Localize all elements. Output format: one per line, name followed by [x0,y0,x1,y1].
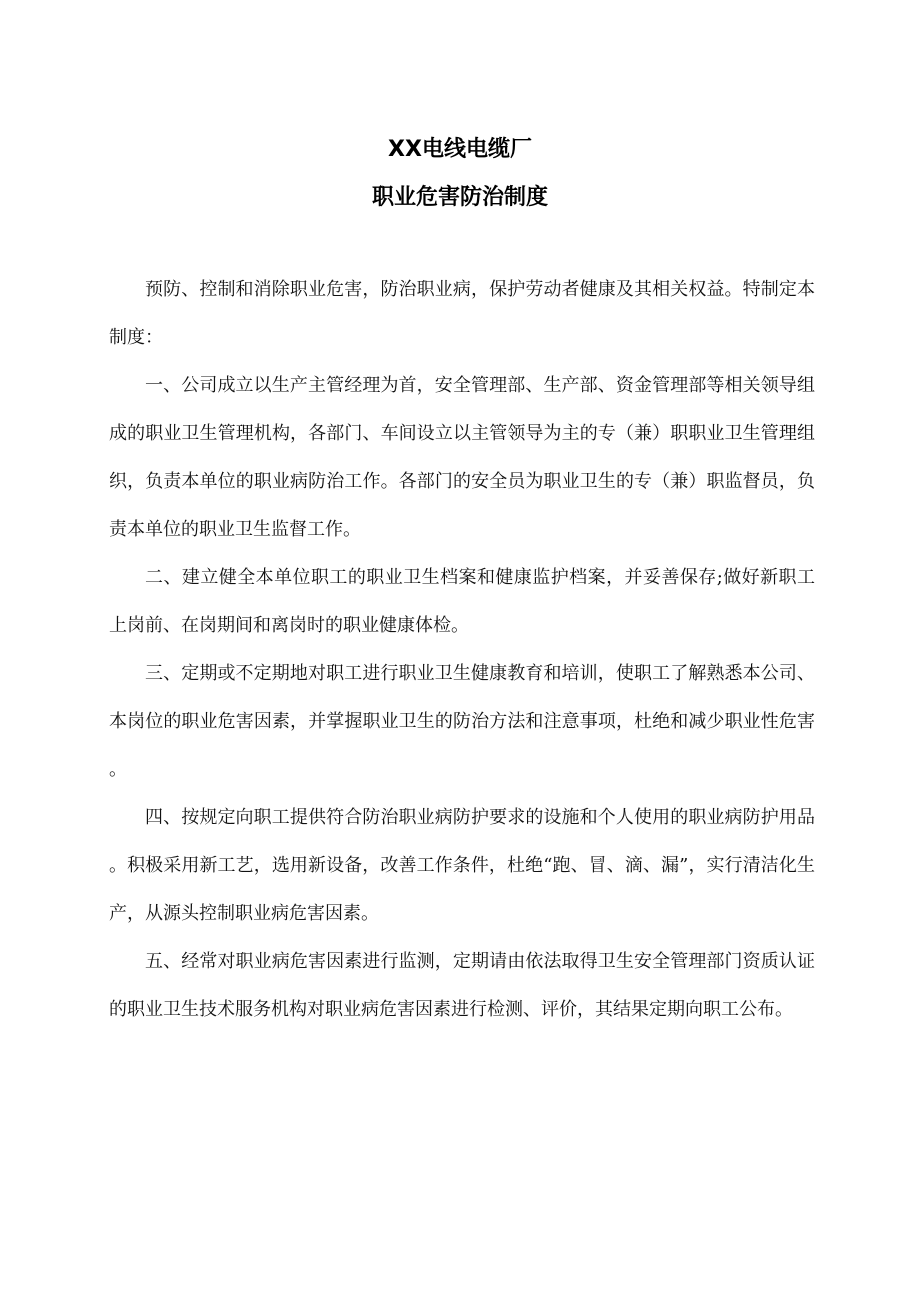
paragraph-item-4: 四、按规定向职工提供符合防治职业病防护要求的设施和个人使用的职业病防护用品。积极采用新工艺，选用新设备，改善工作条件，杜绝“跑、冒、滴、漏”，实行清洁化生产，从源头控制职业病危害因素。 [109,807,815,924]
paragraph-item-2: 二、建立健全本单位职工的职业卫生档案和健康监护档案，并妥善保存;做好新职工上岗前、在岗期间和离岗时的职业健康体检。 [109,567,815,636]
document-body [109,266,815,1034]
paragraph-item-5: 五、经常对职业病危害因素进行监测，定期请由依法取得卫生安全管理部门资质认证的职业卫生技术服务机构对职业病危害因素进行检测、评价，其结果定期向职工公布。 [109,951,815,1020]
paragraph-item-3: 三、定期或不定期地对职工进行职业卫生健康教育和培训，使职工了解熟悉本公司、本岗位的职业危害因素，并掌握职业卫生的防治方法和注意事项，杜绝和减少职业性危害。 [109,663,815,780]
paragraph-intro: 预防、控制和消除职业危害，防治职业病，保护劳动者健康及其相关权益。特制定本制度： [109,279,815,348]
document-title-policy: 职业危害防治制度 [371,185,548,210]
document-title-company: XX电线电缆厂 [388,137,532,162]
paragraph-item-1: 一、公司成立以生产主管经理为首，安全管理部、生产部、资金管理部等相关领导组成的职业卫生管理机构，各部门、车间设立以主管领导为主的专（兼）职职业卫生管理组织，负责本单位的职业病防治工作。各部门的安全员为职业卫生的专（兼）职监督员，负责本单位的职业卫生监督工作。 [109,375,815,540]
